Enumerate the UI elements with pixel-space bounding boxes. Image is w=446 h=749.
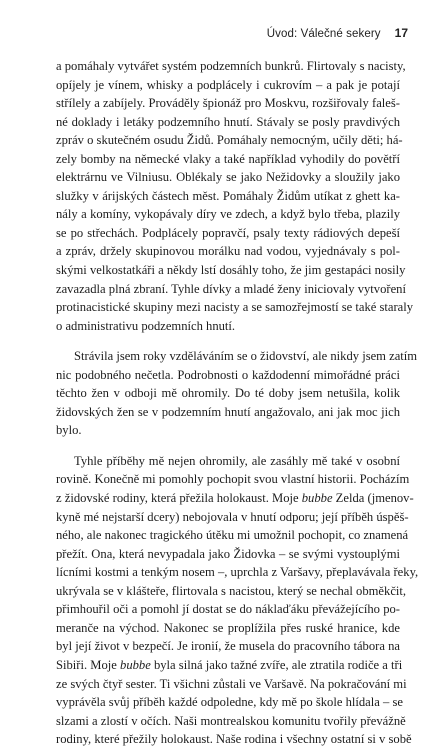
text-line: elektrárnu ve Vilniusu. Oblékaly se jako Nežidovky a sloužily jako [56, 170, 400, 185]
text-line: ukrývala se v klášteře, flirtovala s nacistou, který se nechal obměkčit, [56, 583, 407, 598]
text-line: nály a komíny, vykopávaly díry ve zdech, a když bylo třeba, plazily [56, 207, 400, 222]
paragraph [56, 57, 414, 335]
paragraph [56, 452, 419, 749]
text-line: přežít. Ona, která nevypadala jako Židovka – se svými vystouplými [56, 546, 400, 561]
text-line: rodiny, které přežily holokaust. Naše rodina i všechny ostatní si v sobě [56, 732, 412, 747]
text-line: služky v árijských částech měst. Pomáhaly Židům utíkat z ghett ka- [56, 188, 400, 203]
text-line: zely bomby na německé vlaky a také například vyhodily do povětří [56, 151, 400, 166]
text-line: ze svých čtyř sester. Ti všichni zůstali ve Varšavě. Na pokračování mi [56, 676, 407, 691]
text-line: střílely a zabíjely. Prováděly špionáž pro Moskvu, rozšiřovaly faleš- [56, 96, 400, 111]
text-line: Tyhle příběhy mě nejen ohromily, ale zasáhly mě také v osobní [74, 453, 400, 468]
text-line: zpráv o skutečném osudu Židů. Pomáhaly nemocným, učily děti; há- [56, 133, 403, 148]
text-line: skými velkostatkáři a někdy lstí dosáhly toho, že jim gestapáci nosily [56, 263, 406, 278]
text-line: židovských žen se v podzemním hnutí angažovalo, ani jak moc jich [56, 404, 400, 419]
italic-word: bubbe [120, 657, 151, 672]
chapter-title: Úvod: Válečné sekery [266, 28, 381, 40]
text-line: slzami a zlostí v očích. Naši montrealskou komunitu tvořily převážně [56, 713, 406, 728]
text-line: vyprávěla svůj příběh každé odpoledne, kdy mě po škole hlídala – se [56, 695, 403, 710]
body-text [56, 57, 419, 749]
text-line: ného, ale nakonec tragického útěku mi umožnil pochopit, co znamená [56, 528, 409, 543]
text-line: těchto žen v odboji mě ohromily. Do té doby jsem netušila, kolik [56, 386, 400, 401]
text-line: protinacistické skupiny mezi nacisty a se samozřejmostí se také staraly [56, 300, 414, 315]
text-line: a pomáhaly vytvářet systém podzemních bunkrů. Flirtovaly s nacisty, [56, 59, 406, 73]
paragraph [56, 347, 418, 440]
text-line: rovině. Konečně mi pomohly pochopit svou vlastní historii. Pocházím [56, 472, 410, 487]
text-line: opíjely je vínem, whisky a podplácely i cukrovím – a pak je potají [56, 77, 400, 92]
text-line: kyně mé nejstarší dcery) nebojovala v hnutí odporu; její příběh úspěš- [56, 509, 409, 524]
text-line: zavazadla plná zbraní. Tyhle dívky a mladé ženy iniciovaly vytvoření [56, 281, 406, 296]
text-line: lícními kostmi a tenkým nosem –, uprchla z Varšavy, přeplavávala řeky, [56, 565, 419, 580]
text-line: meranče na východ. Nakonec se proplížila přes ruské hranice, kde [56, 620, 400, 635]
running-header [267, 26, 408, 40]
text-line: o administrativu podzemních hnutí. [56, 318, 236, 333]
italic-word: bubbe [301, 491, 333, 506]
text-line: z židovské rodiny, která přežila holokaust. Moje bubbe Zelda (jmenov- [56, 491, 414, 506]
text-line: nic podobného nečetla. Podrobnosti o každodenní mimořádné práci [56, 367, 400, 382]
text-line: né doklady i letáky podzemního hnutí. Stávaly se posly pravdivých [56, 114, 400, 129]
text-line: bylo. [56, 423, 82, 438]
text-line: Sibiři. Moje bubbe byla silná jako tažné zvíře, ale ztratila rodiče a tři [56, 657, 403, 672]
page-number: 17 [394, 26, 408, 40]
text-line: přimhouřil oči a pomohl jí dostat se do náklaďáku převážejícího po- [56, 602, 400, 617]
text-line: byl její život v bezpečí. Je ironií, že musela do pracovního tábora na [56, 639, 400, 654]
text-line: a zpráv, držely skupinovou morálku nad vodou, vyjednávaly s pol- [56, 244, 400, 259]
text-line: Strávila jsem roky vzděláváním se o židovství, ale nikdy jsem zatím [74, 349, 418, 364]
text-line: se po střechách. Podplácely popravčí, psaly texty rádiových depeší [56, 225, 400, 240]
